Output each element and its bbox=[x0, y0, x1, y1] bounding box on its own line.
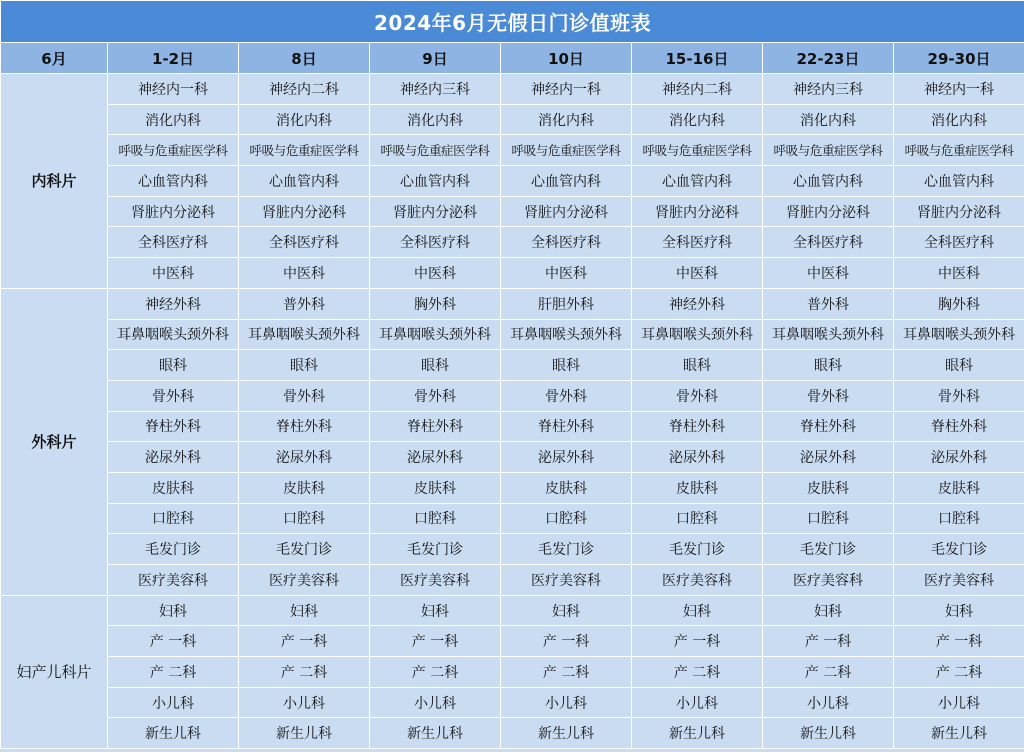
department-cell: 中医科 bbox=[239, 258, 370, 289]
department-cell: 泌尿外科 bbox=[632, 442, 763, 473]
department-cell: 呼吸与危重症医学科 bbox=[501, 135, 632, 166]
schedule-body bbox=[1, 74, 1024, 749]
department-cell: 胸外科 bbox=[894, 288, 1024, 319]
department-cell: 中医科 bbox=[370, 258, 501, 289]
department-cell: 耳鼻咽喉头颈外科 bbox=[370, 319, 501, 350]
department-cell: 脊柱外科 bbox=[108, 411, 239, 442]
department-cell: 妇科 bbox=[894, 595, 1024, 626]
table-row bbox=[1, 104, 1024, 135]
department-cell: 产 一科 bbox=[632, 626, 763, 657]
department-cell: 妇科 bbox=[632, 595, 763, 626]
table-row bbox=[1, 196, 1024, 227]
department-cell: 妇科 bbox=[108, 595, 239, 626]
department-cell: 胸外科 bbox=[370, 288, 501, 319]
header-date: 1-2日 bbox=[108, 43, 239, 74]
department-cell: 产 二科 bbox=[370, 657, 501, 688]
department-cell: 眼科 bbox=[108, 350, 239, 381]
department-cell: 呼吸与危重症医学科 bbox=[239, 135, 370, 166]
department-cell: 脊柱外科 bbox=[894, 411, 1024, 442]
department-cell: 新生儿科 bbox=[763, 718, 894, 749]
department-cell: 消化内科 bbox=[763, 104, 894, 135]
department-cell: 眼科 bbox=[501, 350, 632, 381]
table-row bbox=[1, 718, 1024, 749]
department-cell: 口腔科 bbox=[632, 503, 763, 534]
department-cell: 神经外科 bbox=[632, 288, 763, 319]
department-cell: 肾脏内分泌科 bbox=[108, 196, 239, 227]
department-cell: 全科医疗科 bbox=[763, 227, 894, 258]
department-cell: 皮肤科 bbox=[370, 472, 501, 503]
department-cell: 脊柱外科 bbox=[501, 411, 632, 442]
department-cell: 心血管内科 bbox=[763, 166, 894, 197]
department-cell: 产 二科 bbox=[108, 657, 239, 688]
department-cell: 消化内科 bbox=[239, 104, 370, 135]
department-cell: 产 二科 bbox=[632, 657, 763, 688]
department-cell: 神经内一科 bbox=[108, 74, 239, 105]
department-cell: 医疗美容科 bbox=[632, 565, 763, 596]
group-label: 妇产儿科片 bbox=[1, 595, 108, 748]
department-cell: 神经内一科 bbox=[501, 74, 632, 105]
department-cell: 医疗美容科 bbox=[370, 565, 501, 596]
department-cell: 神经内二科 bbox=[239, 74, 370, 105]
department-cell: 眼科 bbox=[894, 350, 1024, 381]
department-cell: 呼吸与危重症医学科 bbox=[894, 135, 1024, 166]
department-cell: 口腔科 bbox=[370, 503, 501, 534]
group-label: 内科片 bbox=[1, 74, 108, 289]
department-cell: 肝胆外科 bbox=[501, 288, 632, 319]
department-cell: 新生儿科 bbox=[501, 718, 632, 749]
department-cell: 皮肤科 bbox=[763, 472, 894, 503]
department-cell: 医疗美容科 bbox=[239, 565, 370, 596]
department-cell: 眼科 bbox=[763, 350, 894, 381]
department-cell: 口腔科 bbox=[108, 503, 239, 534]
department-cell: 呼吸与危重症医学科 bbox=[370, 135, 501, 166]
table-row bbox=[1, 657, 1024, 688]
department-cell: 心血管内科 bbox=[108, 166, 239, 197]
header-date: 9日 bbox=[370, 43, 501, 74]
department-cell: 产 一科 bbox=[763, 626, 894, 657]
department-cell: 耳鼻咽喉头颈外科 bbox=[501, 319, 632, 350]
department-cell: 神经内二科 bbox=[632, 74, 763, 105]
table-row bbox=[1, 135, 1024, 166]
department-cell: 产 一科 bbox=[501, 626, 632, 657]
title-row bbox=[1, 1, 1024, 43]
department-cell: 中医科 bbox=[501, 258, 632, 289]
department-cell: 中医科 bbox=[763, 258, 894, 289]
department-cell: 产 二科 bbox=[763, 657, 894, 688]
department-cell: 产 一科 bbox=[239, 626, 370, 657]
department-cell: 皮肤科 bbox=[501, 472, 632, 503]
department-cell: 耳鼻咽喉头颈外科 bbox=[239, 319, 370, 350]
department-cell: 全科医疗科 bbox=[501, 227, 632, 258]
department-cell: 心血管内科 bbox=[370, 166, 501, 197]
department-cell: 眼科 bbox=[370, 350, 501, 381]
department-cell: 泌尿外科 bbox=[108, 442, 239, 473]
table-row bbox=[1, 687, 1024, 718]
department-cell: 妇科 bbox=[763, 595, 894, 626]
department-cell: 中医科 bbox=[632, 258, 763, 289]
department-cell: 神经内三科 bbox=[763, 74, 894, 105]
department-cell: 心血管内科 bbox=[501, 166, 632, 197]
department-cell: 全科医疗科 bbox=[370, 227, 501, 258]
table-row bbox=[1, 442, 1024, 473]
department-cell: 口腔科 bbox=[763, 503, 894, 534]
department-cell: 肾脏内分泌科 bbox=[239, 196, 370, 227]
department-cell: 皮肤科 bbox=[108, 472, 239, 503]
department-cell: 产 一科 bbox=[894, 626, 1024, 657]
table-row bbox=[1, 380, 1024, 411]
department-cell: 脊柱外科 bbox=[370, 411, 501, 442]
department-cell: 呼吸与危重症医学科 bbox=[632, 135, 763, 166]
department-cell: 新生儿科 bbox=[239, 718, 370, 749]
table-row bbox=[1, 565, 1024, 596]
department-cell: 毛发门诊 bbox=[632, 534, 763, 565]
department-cell: 心血管内科 bbox=[239, 166, 370, 197]
department-cell: 骨外科 bbox=[763, 380, 894, 411]
header-date: 22-23日 bbox=[763, 43, 894, 74]
department-cell: 产 二科 bbox=[501, 657, 632, 688]
department-cell: 泌尿外科 bbox=[501, 442, 632, 473]
department-cell: 毛发门诊 bbox=[894, 534, 1024, 565]
department-cell: 中医科 bbox=[108, 258, 239, 289]
department-cell: 口腔科 bbox=[894, 503, 1024, 534]
department-cell: 口腔科 bbox=[239, 503, 370, 534]
department-cell: 妇科 bbox=[501, 595, 632, 626]
department-cell: 骨外科 bbox=[370, 380, 501, 411]
department-cell: 消化内科 bbox=[501, 104, 632, 135]
department-cell: 全科医疗科 bbox=[108, 227, 239, 258]
table-row bbox=[1, 319, 1024, 350]
department-cell: 神经内一科 bbox=[894, 74, 1024, 105]
department-cell: 毛发门诊 bbox=[108, 534, 239, 565]
department-cell: 呼吸与危重症医学科 bbox=[108, 135, 239, 166]
table-row bbox=[1, 74, 1024, 105]
department-cell: 肾脏内分泌科 bbox=[370, 196, 501, 227]
department-cell: 神经外科 bbox=[108, 288, 239, 319]
header-month: 6月 bbox=[1, 43, 108, 74]
department-cell: 普外科 bbox=[763, 288, 894, 319]
department-cell: 消化内科 bbox=[108, 104, 239, 135]
department-cell: 产 二科 bbox=[894, 657, 1024, 688]
department-cell: 泌尿外科 bbox=[239, 442, 370, 473]
department-cell: 新生儿科 bbox=[370, 718, 501, 749]
department-cell: 耳鼻咽喉头颈外科 bbox=[763, 319, 894, 350]
department-cell: 医疗美容科 bbox=[501, 565, 632, 596]
department-cell: 毛发门诊 bbox=[501, 534, 632, 565]
header-date: 29-30日 bbox=[894, 43, 1024, 74]
department-cell: 呼吸与危重症医学科 bbox=[763, 135, 894, 166]
department-cell: 骨外科 bbox=[108, 380, 239, 411]
department-cell: 脊柱外科 bbox=[632, 411, 763, 442]
department-cell: 泌尿外科 bbox=[763, 442, 894, 473]
department-cell: 产 二科 bbox=[239, 657, 370, 688]
department-cell: 皮肤科 bbox=[239, 472, 370, 503]
department-cell: 产 一科 bbox=[370, 626, 501, 657]
department-cell: 肾脏内分泌科 bbox=[501, 196, 632, 227]
group-label: 外科片 bbox=[1, 288, 108, 595]
table-row bbox=[1, 258, 1024, 289]
department-cell: 毛发门诊 bbox=[763, 534, 894, 565]
department-cell: 骨外科 bbox=[894, 380, 1024, 411]
department-cell: 骨外科 bbox=[239, 380, 370, 411]
department-cell: 骨外科 bbox=[632, 380, 763, 411]
department-cell: 医疗美容科 bbox=[108, 565, 239, 596]
department-cell: 小儿科 bbox=[501, 687, 632, 718]
department-cell: 心血管内科 bbox=[632, 166, 763, 197]
department-cell: 消化内科 bbox=[370, 104, 501, 135]
department-cell: 泌尿外科 bbox=[370, 442, 501, 473]
department-cell: 耳鼻咽喉头颈外科 bbox=[894, 319, 1024, 350]
department-cell: 肾脏内分泌科 bbox=[632, 196, 763, 227]
department-cell: 全科医疗科 bbox=[632, 227, 763, 258]
department-cell: 骨外科 bbox=[501, 380, 632, 411]
department-cell: 心血管内科 bbox=[894, 166, 1024, 197]
department-cell: 耳鼻咽喉头颈外科 bbox=[108, 319, 239, 350]
table-row bbox=[1, 595, 1024, 626]
department-cell: 毛发门诊 bbox=[370, 534, 501, 565]
department-cell: 神经内三科 bbox=[370, 74, 501, 105]
department-cell: 肾脏内分泌科 bbox=[894, 196, 1024, 227]
department-cell: 眼科 bbox=[239, 350, 370, 381]
department-cell: 消化内科 bbox=[632, 104, 763, 135]
header-row bbox=[1, 43, 1024, 74]
department-cell: 中医科 bbox=[894, 258, 1024, 289]
department-cell: 新生儿科 bbox=[108, 718, 239, 749]
department-cell: 耳鼻咽喉头颈外科 bbox=[632, 319, 763, 350]
department-cell: 皮肤科 bbox=[894, 472, 1024, 503]
department-cell: 医疗美容科 bbox=[763, 565, 894, 596]
department-cell: 小儿科 bbox=[632, 687, 763, 718]
table-row bbox=[1, 503, 1024, 534]
department-cell: 普外科 bbox=[239, 288, 370, 319]
table-row bbox=[1, 166, 1024, 197]
department-cell: 消化内科 bbox=[894, 104, 1024, 135]
department-cell: 全科医疗科 bbox=[239, 227, 370, 258]
table-row bbox=[1, 288, 1024, 319]
department-cell: 新生儿科 bbox=[632, 718, 763, 749]
header-date: 15-16日 bbox=[632, 43, 763, 74]
table-row bbox=[1, 472, 1024, 503]
table-row bbox=[1, 626, 1024, 657]
department-cell: 小儿科 bbox=[370, 687, 501, 718]
department-cell: 妇科 bbox=[370, 595, 501, 626]
department-cell: 脊柱外科 bbox=[239, 411, 370, 442]
table-row bbox=[1, 534, 1024, 565]
table-row bbox=[1, 411, 1024, 442]
table-row bbox=[1, 227, 1024, 258]
department-cell: 产 一科 bbox=[108, 626, 239, 657]
header-date: 8日 bbox=[239, 43, 370, 74]
table-row bbox=[1, 350, 1024, 381]
department-cell: 眼科 bbox=[632, 350, 763, 381]
department-cell: 肾脏内分泌科 bbox=[763, 196, 894, 227]
department-cell: 小儿科 bbox=[763, 687, 894, 718]
department-cell: 脊柱外科 bbox=[763, 411, 894, 442]
department-cell: 口腔科 bbox=[501, 503, 632, 534]
department-cell: 毛发门诊 bbox=[239, 534, 370, 565]
department-cell: 新生儿科 bbox=[894, 718, 1024, 749]
table-title: 2024年6月无假日门诊值班表 bbox=[1, 1, 1024, 43]
department-cell: 皮肤科 bbox=[632, 472, 763, 503]
header-date: 10日 bbox=[501, 43, 632, 74]
department-cell: 全科医疗科 bbox=[894, 227, 1024, 258]
department-cell: 医疗美容科 bbox=[894, 565, 1024, 596]
department-cell: 小儿科 bbox=[239, 687, 370, 718]
department-cell: 妇科 bbox=[239, 595, 370, 626]
department-cell: 泌尿外科 bbox=[894, 442, 1024, 473]
department-cell: 小儿科 bbox=[108, 687, 239, 718]
department-cell: 小儿科 bbox=[894, 687, 1024, 718]
